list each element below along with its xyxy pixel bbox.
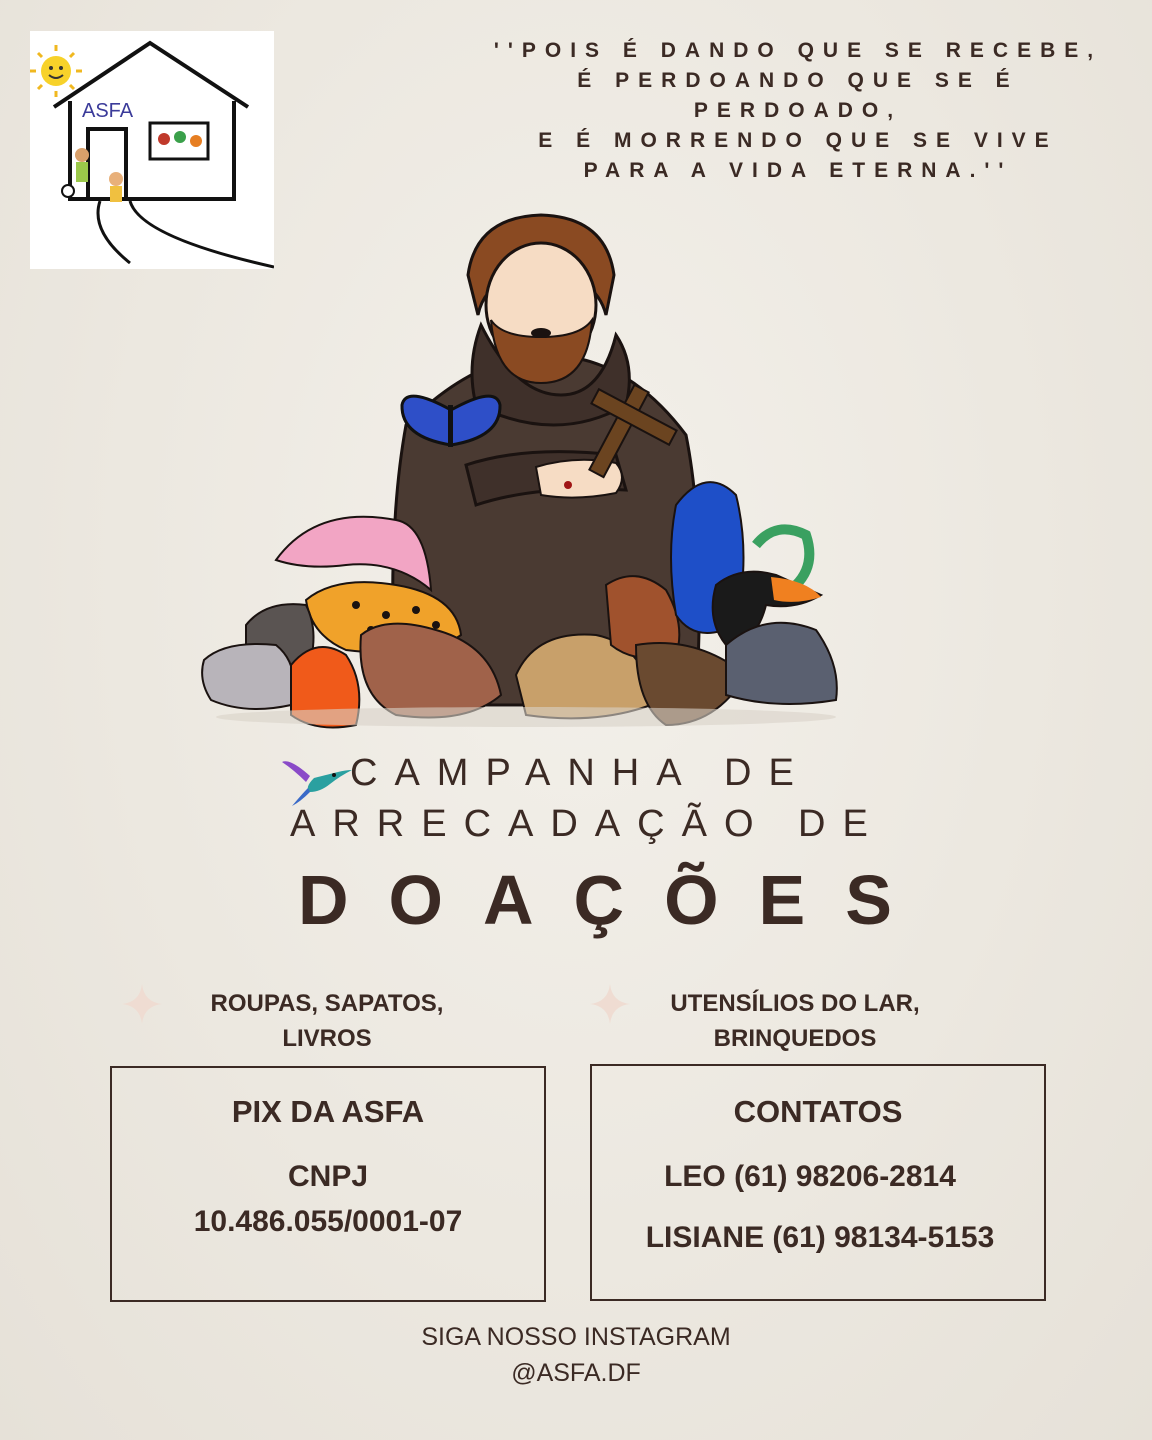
cnpj-label: CNPJ — [287, 1160, 369, 1193]
pix-title: PIX DA ASFA — [231, 1094, 425, 1129]
instagram-handle[interactable]: @ASFA.DF — [511, 1359, 641, 1387]
sparkle-icon — [122, 984, 162, 1024]
donation-item: BRINQUEDOS — [713, 1025, 877, 1052]
contacts-title: CONTATOS — [733, 1094, 903, 1129]
turtle — [726, 623, 837, 704]
campaign-title-line1: CAMPANHA DE — [350, 752, 811, 794]
quote-line: PARA A VIDA ETERNA.'' — [583, 159, 1013, 182]
campaign-title-main: DOAÇÕES — [298, 861, 932, 939]
donation-item: LIVROS — [282, 1025, 372, 1052]
quote-line: É PERDOANDO QUE SE É — [577, 69, 1019, 92]
quote-line: E É MORRENDO QUE SE VIVE — [538, 129, 1058, 152]
contact-lisiane[interactable]: LISIANE (61) 98134-5153 — [645, 1221, 995, 1254]
logo-text: ASFA — [82, 100, 134, 122]
sparkle-icon — [590, 984, 630, 1024]
manatee — [202, 644, 294, 709]
donation-items-left — [186, 986, 468, 1056]
hummingbird-icon — [280, 748, 352, 808]
cnpj-number[interactable]: 10.486.055/0001-07 — [193, 1205, 463, 1238]
contact-leo[interactable]: LEO (61) 98206-2814 — [664, 1160, 956, 1193]
quote-line: PERDOADO, — [693, 99, 903, 122]
campaign-title-line2: ARRECADAÇÃO DE — [290, 803, 885, 845]
donation-items-right — [650, 986, 940, 1056]
quote-text — [470, 36, 1126, 186]
quote-line: ''POIS É DANDO QUE SE RECEBE, — [493, 39, 1103, 62]
saint-francis-illustration — [196, 205, 846, 760]
instagram-caption: SIGA NOSSO INSTAGRAM — [421, 1323, 731, 1351]
donation-item: UTENSÍLIOS DO LAR, — [670, 990, 920, 1017]
contacts-box — [590, 1064, 1046, 1301]
donation-item: ROUPAS, SAPATOS, — [210, 990, 444, 1017]
pix-box — [110, 1066, 546, 1302]
sun-icon — [30, 45, 82, 97]
